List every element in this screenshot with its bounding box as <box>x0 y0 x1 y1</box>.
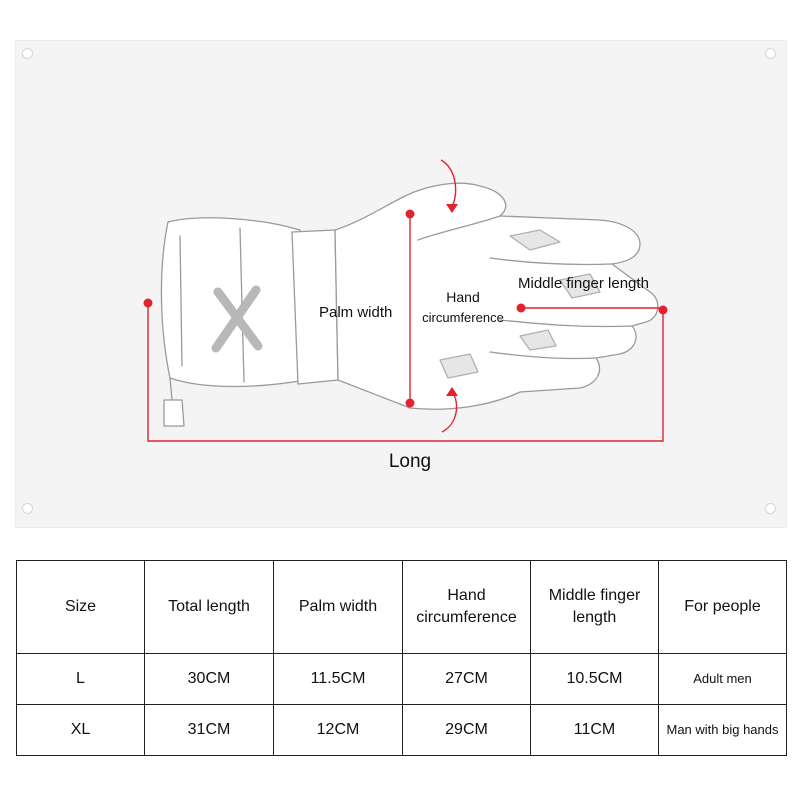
table-row <box>17 653 787 704</box>
cell-hand-circumference: 29CM <box>403 704 531 755</box>
measure-dot <box>406 399 415 408</box>
cell-size: L <box>17 653 145 704</box>
header-hand-circumference <box>403 561 531 654</box>
header-line: Middle finger <box>548 586 641 604</box>
header-line: length <box>572 608 617 626</box>
header-middle-finger-length <box>531 561 659 654</box>
cell-for-people: Adult men <box>659 653 787 704</box>
cell-palm-width: 12CM <box>274 704 403 755</box>
measure-dot <box>659 306 668 315</box>
cell-palm-width: 11.5CM <box>274 653 403 704</box>
measure-dot <box>517 304 526 313</box>
long-label: Long <box>388 451 432 472</box>
cell-middle-finger-length: 11CM <box>531 704 659 755</box>
header-size: Size <box>17 561 145 654</box>
table-row <box>17 704 787 755</box>
header-for-people: For people <box>659 561 787 654</box>
measure-dot <box>406 210 415 219</box>
middle-finger-length-label: Middle finger length <box>518 275 649 292</box>
palm-width-label: Palm width <box>319 304 393 321</box>
cell-for-people: Man with big hands <box>659 704 787 755</box>
header-total-length: Total length <box>145 561 274 654</box>
cell-middle-finger-length: 10.5CM <box>531 653 659 704</box>
measure-dot <box>144 299 153 308</box>
cell-size: XL <box>17 704 145 755</box>
cell-total-length: 31CM <box>145 704 274 755</box>
header-palm-width: Palm width <box>274 561 403 654</box>
table-header-row <box>17 561 787 654</box>
hand-circumference-label-line1: Hand <box>446 289 480 305</box>
hand-circumference-label-line2: circumference <box>422 310 504 325</box>
cell-total-length: 30CM <box>145 653 274 704</box>
size-chart-table <box>16 560 787 756</box>
cell-hand-circumference: 27CM <box>403 653 531 704</box>
header-line: circumference <box>416 608 517 626</box>
header-line: Hand <box>447 586 486 604</box>
